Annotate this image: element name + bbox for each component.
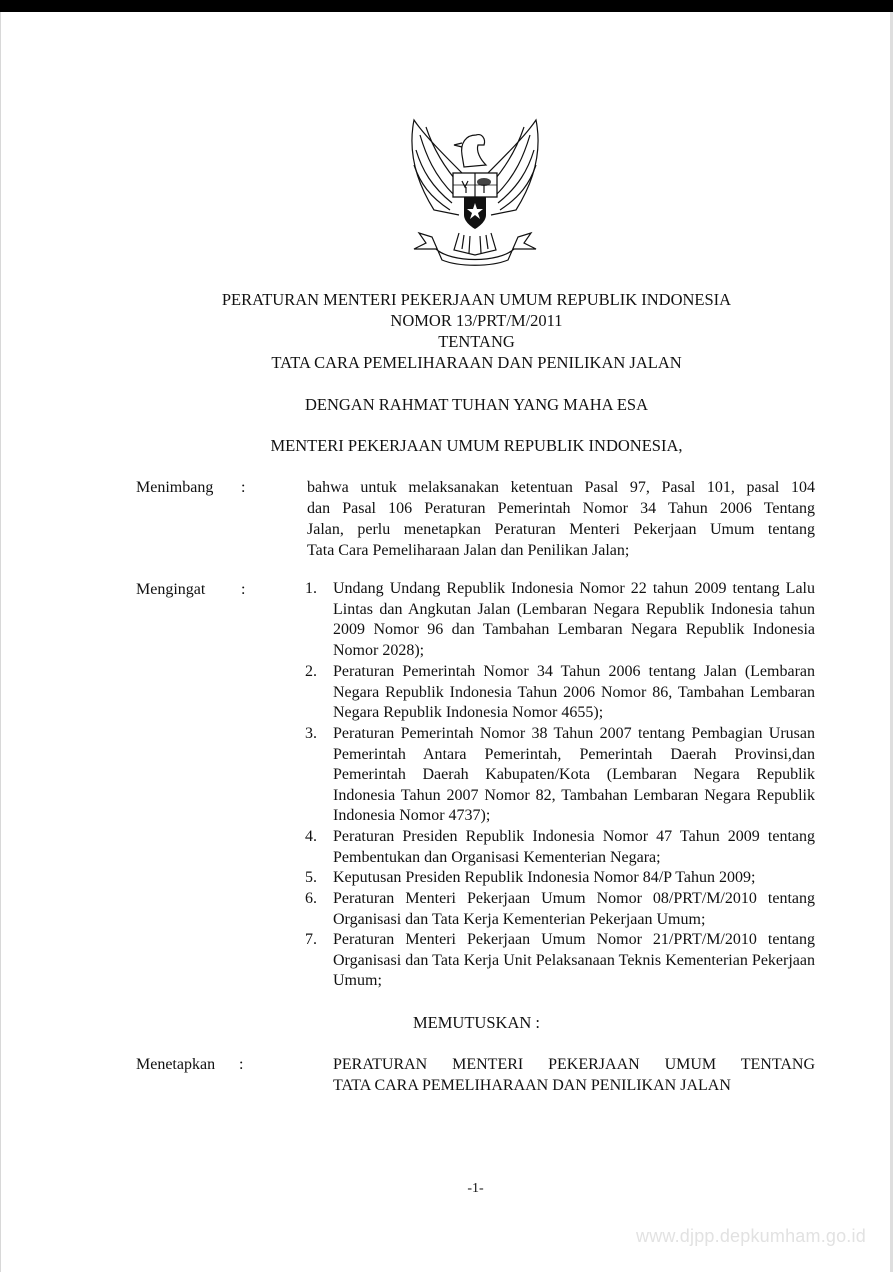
menetapkan-colon: : <box>239 1056 244 1073</box>
watermark-url: www.djpp.depkumham.go.id <box>636 1226 866 1246</box>
top-black-bar <box>0 0 893 12</box>
mengingat-item <box>305 579 815 661</box>
menetapkan-text <box>333 1054 815 1096</box>
menimbang-line: Jalan, perlu menetapkan Peraturan Menteri Pekerjaan Umum tentang <box>307 521 815 538</box>
mengingat-colon: : <box>241 581 246 598</box>
menimbang-text <box>307 477 815 561</box>
mengingat-label: Mengingat <box>136 581 206 598</box>
regulation-tentang: TENTANG <box>438 332 515 351</box>
invocation: DENGAN RAHMAT TUHAN YANG MAHA ESA <box>304 395 648 414</box>
menimbang-line: bahwa untuk melaksanakan ketentuan Pasal 97, Pasal 101, pasal 104 <box>307 479 815 496</box>
menimbang-line: Tata Cara Pemeliharaan Jalan dan Penilikan Jalan; <box>307 542 630 559</box>
menimbang-label: Menimbang <box>136 479 214 496</box>
menetapkan-line: TATA CARA PEMELIHARAAN DAN PENILIKAN JALAN <box>333 1077 731 1094</box>
menimbang-line: dan Pasal 106 Peraturan Pemerintah Nomor 34 Tahun 2006 Tentang <box>307 500 815 517</box>
mengingat-item <box>305 930 815 992</box>
item-number: 1. <box>305 580 317 597</box>
item-number: 7. <box>305 931 317 948</box>
menetapkan-line: PERATURAN MENTERI PEKERJAAN UMUM TENTANG <box>333 1056 815 1073</box>
item-text: Peraturan Pemerintah Nomor 34 Tahun 2006 tentang Jalan (Lembaran Negara Republik Indonesia Tahun 2006 Nomor 86, Tambahan Lembaran Negara Republik Indonesia Nomor 4655); <box>333 663 815 722</box>
item-text: Peraturan Pemerintah Nomor 38 Tahun 2007 tentang Pembagian Urusan Pemerintah Antara Pemerintah, Pemerintah Daerah Provinsi,dan Pemerintah Daerah Kabupaten/Kota (Lembaran Negara Republik Indonesia Tahun 2007 Nomor 82, Tambahan Lembaran Negara Republik Indonesia Nomor 4737); <box>333 725 815 825</box>
issuer: MENTERI PEKERJAAN UMUM REPUBLIK INDONESIA, <box>270 436 683 455</box>
item-number: 5. <box>305 869 317 886</box>
garuda-emblem-icon <box>404 115 546 273</box>
mengingat-item <box>305 827 815 868</box>
mengingat-item <box>305 868 815 889</box>
menimbang-colon: : <box>241 479 246 496</box>
menetapkan-label: Menetapkan <box>136 1056 216 1073</box>
memutuskan-heading: MEMUTUSKAN : <box>413 1013 540 1032</box>
item-text: Undang Undang Republik Indonesia Nomor 22 tahun 2009 tentang Lalu Lintas dan Angkutan Jalan (Lembaran Negara Republik Indonesia tahun 2009 Nomor 96 dan Tambahan Lembaran Negara Republik Indonesia Nomor 2028); <box>333 580 815 659</box>
mengingat-item <box>305 662 815 724</box>
regulation-number: NOMOR 13/PRT/M/2011 <box>390 311 563 330</box>
regulation-subject: TATA CARA PEMELIHARAAN DAN PENILIKAN JALAN <box>271 353 682 372</box>
mengingat-item <box>305 889 815 930</box>
mengingat-item <box>305 724 815 827</box>
item-text: Peraturan Menteri Pekerjaan Umum Nomor 21/PRT/M/2010 tentang Organisasi dan Tata Kerja Unit Pelaksanaan Teknis Kementerian Pekerjaan Umum; <box>333 931 815 990</box>
item-number: 2. <box>305 663 317 680</box>
page-number: -1- <box>467 1181 484 1196</box>
item-text: Peraturan Presiden Republik Indonesia Nomor 47 Tahun 2009 tentang Pembentukan dan Organisasi Kementerian Negara; <box>333 828 815 866</box>
item-number: 3. <box>305 725 317 742</box>
page-edge-left <box>0 12 1 1272</box>
item-number: 4. <box>305 828 317 845</box>
item-text: Keputusan Presiden Republik Indonesia Nomor 84/P Tahun 2009; <box>333 869 756 886</box>
item-text: Peraturan Menteri Pekerjaan Umum Nomor 08/PRT/M/2010 tentang Organisasi dan Tata Kerja Kementerian Pekerjaan Umum; <box>333 890 815 928</box>
regulation-title: PERATURAN MENTERI PEKERJAAN UMUM REPUBLIK INDONESIA <box>221 290 732 309</box>
item-number: 6. <box>305 890 317 907</box>
